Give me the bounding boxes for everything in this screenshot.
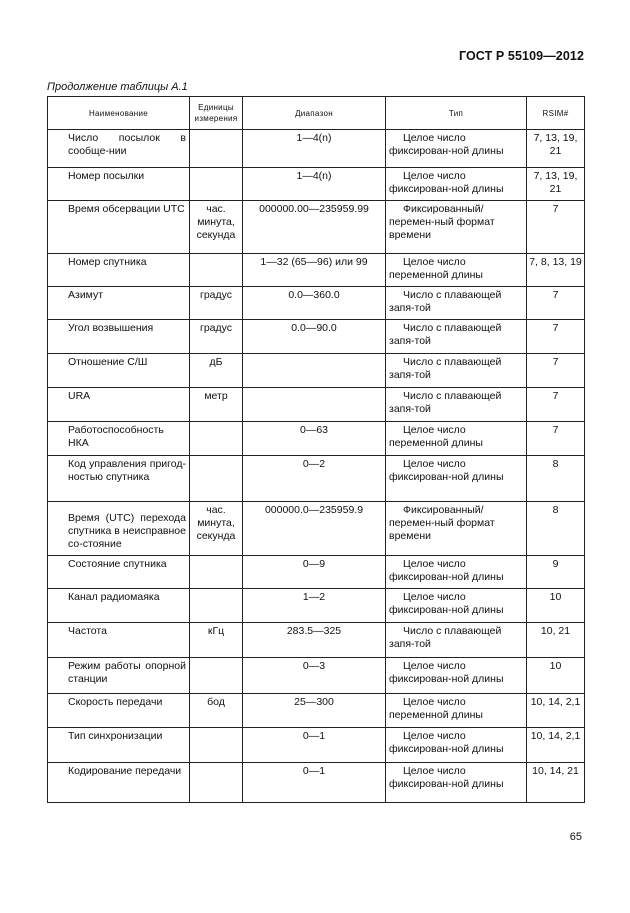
cell-type: Целое число переменной длины [386,694,527,728]
table-row [48,763,585,803]
cell-unit [190,130,243,168]
cell-rsim: 10 [527,658,585,694]
cell-range [243,354,386,388]
cell-rsim: 8 [527,456,585,502]
standard-id: ГОСТ Р 55109—2012 [458,49,584,63]
cell-unit [190,763,243,803]
cell-range: 0—1 [243,728,386,763]
cell-rsim: 9 [527,556,585,589]
table-row [48,502,585,556]
page-number: 65 [569,831,582,843]
cell-range: 1—4(n) [243,130,386,168]
cell-range: 0.0—360.0 [243,287,386,320]
table-header-row [48,97,585,130]
cell-rsim: 7, 8, 13, 19 [527,254,585,287]
cell-range: 25—300 [243,694,386,728]
cell-unit [190,456,243,502]
cell-rsim: 10, 14, 2,1 [527,694,585,728]
cell-type: Число с плавающей запя-той [386,320,527,354]
cell-name: URA [48,388,190,422]
table-row [48,130,585,168]
cell-type: Целое число фиксирован-ной длины [386,728,527,763]
table-row [48,623,585,658]
cell-unit: час. минута, секунда [190,201,243,254]
table-row [48,388,585,422]
cell-name: Режим работы опорной станции [48,658,190,694]
cell-unit [190,422,243,456]
cell-name: Кодирование передачи [48,763,190,803]
cell-unit [190,556,243,589]
cell-range: 0—1 [243,763,386,803]
cell-rsim: 7 [527,388,585,422]
cell-range: 0.0—90.0 [243,320,386,354]
table-row [48,658,585,694]
cell-range: 0—9 [243,556,386,589]
col-header-unit: Единицы измерения [190,97,243,130]
cell-name: Работоспособность НКА [48,422,190,456]
cell-rsim: 7, 13, 19, 21 [527,130,585,168]
table-row [48,589,585,623]
cell-unit [190,589,243,623]
cell-unit: кГц [190,623,243,658]
cell-name: Тип синхронизации [48,728,190,763]
cell-type: Целое число фиксирован-ной длины [386,763,527,803]
cell-name: Число посылок в сообще-нии [48,130,190,168]
cell-type: Целое число фиксирован-ной длины [386,658,527,694]
cell-type: Целое число фиксирован-ной длины [386,456,527,502]
cell-rsim: 10, 21 [527,623,585,658]
cell-type: Целое число фиксирован-ной длины [386,556,527,589]
cell-type: Число с плавающей запя-той [386,623,527,658]
cell-type: Число с плавающей запя-той [386,388,527,422]
cell-range: 1—2 [243,589,386,623]
cell-range: 000000.0—235959.9 [243,502,386,556]
cell-type: Число с плавающей запя-той [386,287,527,320]
cell-name: Время (UTC) перехода спутника в неисправное со-стояние [48,502,190,556]
cell-name: Время обсервации UTC [48,201,190,254]
cell-rsim: 10, 14, 2,1 [527,728,585,763]
cell-range: 0—63 [243,422,386,456]
cell-range [243,388,386,422]
cell-unit [190,168,243,201]
cell-type: Целое число переменной длины [386,422,527,456]
cell-type: Целое число переменной длины [386,254,527,287]
cell-rsim: 7 [527,201,585,254]
table-row [48,556,585,589]
cell-type: Фиксированный/перемен-ный формат времени [386,201,527,254]
cell-rsim: 7 [527,287,585,320]
cell-name: Состояние спутника [48,556,190,589]
table-row [48,422,585,456]
cell-rsim: 10 [527,589,585,623]
cell-unit: градус [190,287,243,320]
table-row [48,354,585,388]
cell-range: 283.5—325 [243,623,386,658]
cell-unit: градус [190,320,243,354]
table-row [48,287,585,320]
cell-unit: дБ [190,354,243,388]
cell-name: Отношение С/Ш [48,354,190,388]
cell-rsim: 10, 14, 21 [527,763,585,803]
cell-type: Фиксированный/перемен-ный формат времени [386,502,527,556]
cell-rsim: 8 [527,502,585,556]
cell-type: Целое число фиксирован-ной длины [386,168,527,201]
cell-name: Номер посылки [48,168,190,201]
table-row [48,168,585,201]
table-caption: Продолжение таблицы А.1 [47,81,188,93]
cell-unit: метр [190,388,243,422]
col-header-name: Наименование [48,97,190,130]
cell-name: Частота [48,623,190,658]
cell-range: 1—32 (65—96) или 99 [243,254,386,287]
table-row [48,201,585,254]
table-row [48,320,585,354]
cell-type: Целое число фиксирован-ной длины [386,130,527,168]
cell-unit [190,254,243,287]
cell-rsim: 7 [527,354,585,388]
cell-name: Номер спутника [48,254,190,287]
cell-name: Канал радиомаяка [48,589,190,623]
cell-name: Код управления пригод-ностью спутника [48,456,190,502]
cell-type: Целое число фиксирован-ной длины [386,589,527,623]
cell-type: Число с плавающей запя-той [386,354,527,388]
cell-range: 0—3 [243,658,386,694]
col-header-type: Тип [386,97,527,130]
cell-unit: бод [190,694,243,728]
data-table [47,96,585,803]
cell-unit [190,728,243,763]
cell-rsim: 7 [527,422,585,456]
table-row [48,728,585,763]
cell-name: Скорость передачи [48,694,190,728]
cell-rsim: 7, 13, 19, 21 [527,168,585,201]
table-row [48,254,585,287]
col-header-rsim: RSIM# [527,97,585,130]
col-header-range: Диапазон [243,97,386,130]
table-row [48,456,585,502]
cell-rsim: 7 [527,320,585,354]
cell-range: 1—4(n) [243,168,386,201]
cell-range: 000000.00—235959.99 [243,201,386,254]
table-row [48,694,585,728]
cell-name: Угол возвышения [48,320,190,354]
cell-name: Азимут [48,287,190,320]
cell-range: 0—2 [243,456,386,502]
cell-unit: час. минута, секунда [190,502,243,556]
cell-unit [190,658,243,694]
